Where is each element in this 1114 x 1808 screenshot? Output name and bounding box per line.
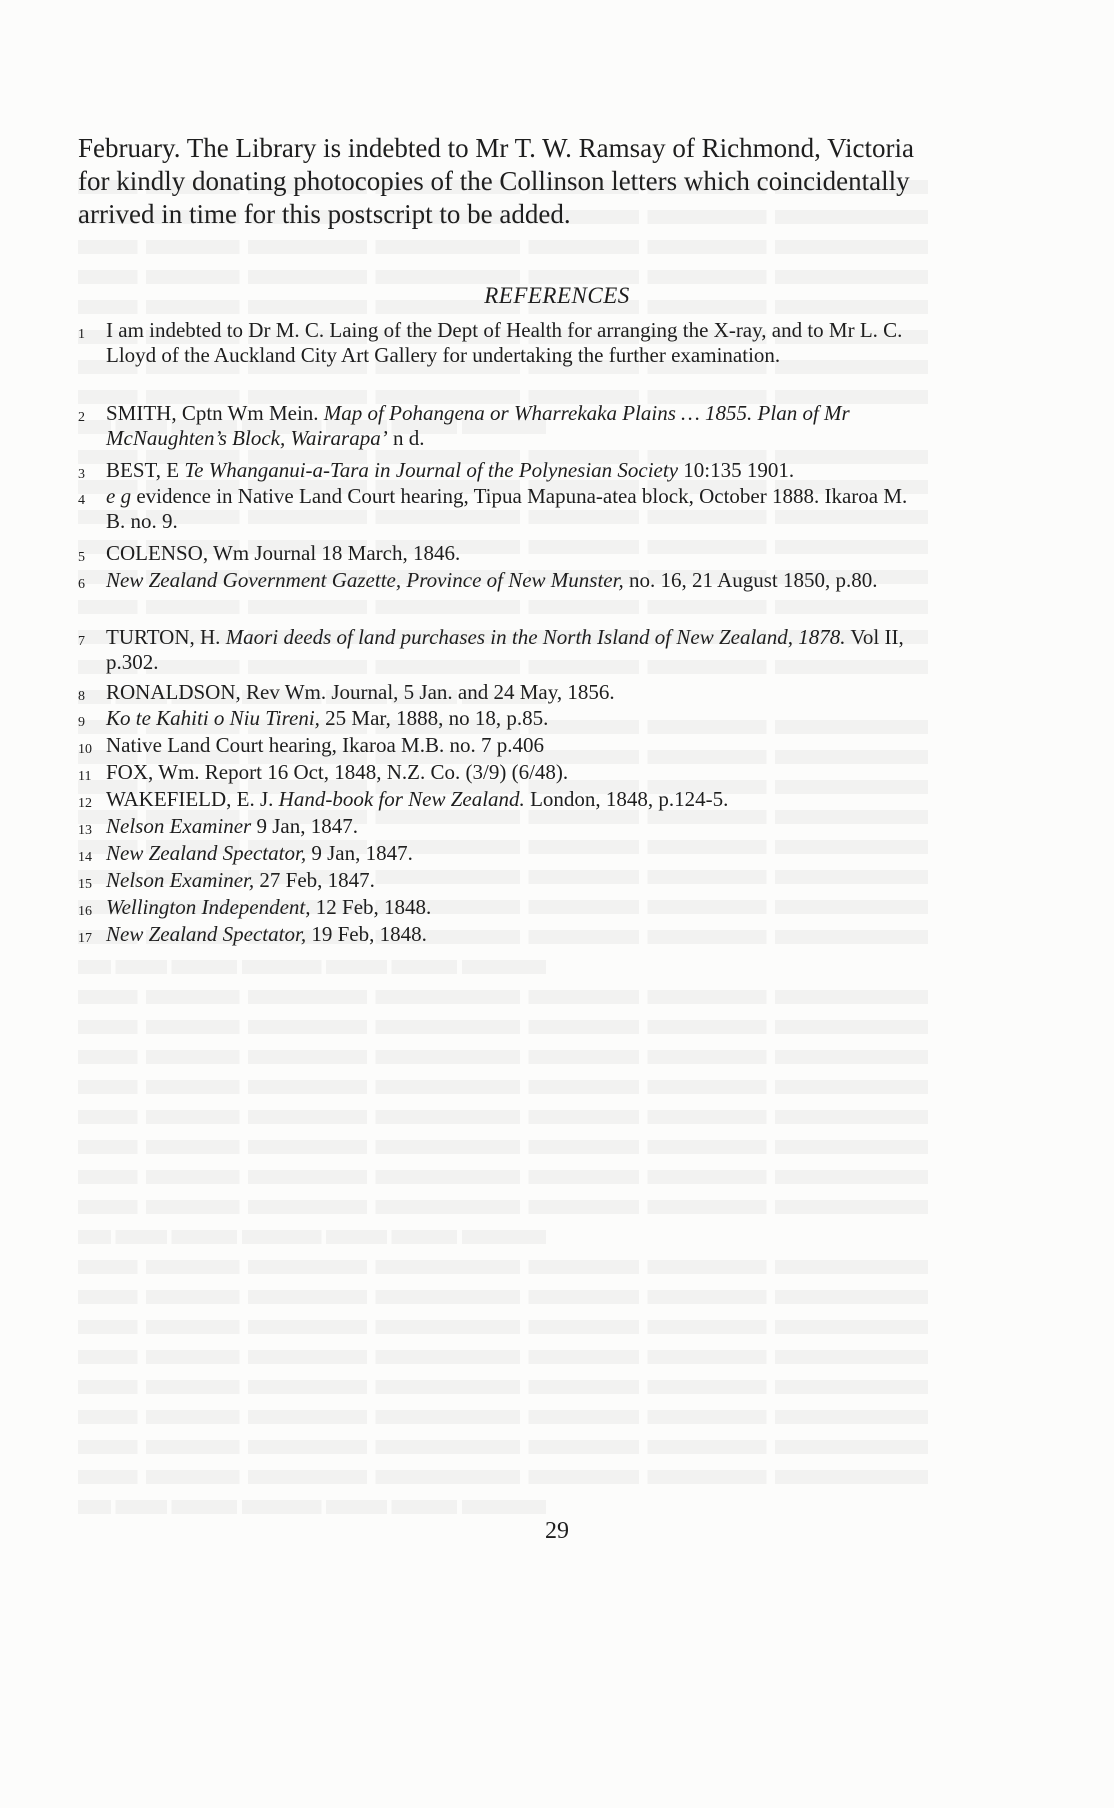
reference-segment: WAKEFIELD, E. J. <box>106 787 279 811</box>
reference-number: 13 <box>78 823 92 838</box>
show-through-line <box>78 1290 928 1304</box>
show-through-line <box>78 960 546 974</box>
show-through-line <box>78 1500 546 1514</box>
reference-segment: SMITH, Cptn Wm Mein. <box>106 401 324 425</box>
show-through-line <box>78 1350 928 1364</box>
show-through-line <box>78 600 928 614</box>
reference-number: 17 <box>78 931 92 946</box>
reference-item <box>78 760 918 785</box>
reference-text <box>106 625 918 675</box>
reference-item <box>78 680 918 705</box>
reference-segment: 27 Feb, 1847. <box>254 868 375 892</box>
reference-segment: 9 Jan, 1847. <box>251 814 358 838</box>
reference-segment: 19 Feb, 1848. <box>306 922 427 946</box>
reference-segment: BEST, E <box>106 458 185 482</box>
show-through-line <box>78 1410 928 1424</box>
reference-number: 9 <box>78 715 85 730</box>
reference-segment: London, 1848, p.124-5. <box>524 787 729 811</box>
reference-segment: 25 Mar, 1888, no 18, p.85. <box>319 706 549 730</box>
reference-number: 1 <box>78 327 85 342</box>
reference-text <box>106 458 918 483</box>
reference-text <box>106 680 918 705</box>
reference-number: 2 <box>78 410 85 425</box>
reference-text <box>106 922 918 947</box>
reference-item <box>78 814 918 839</box>
reference-item <box>78 895 918 920</box>
reference-title-italic: e g <box>106 484 132 508</box>
reference-text <box>106 760 918 785</box>
reference-segment: COLENSO, Wm Journal 18 March, 1846. <box>106 541 461 565</box>
reference-title-italic: Nelson Examiner, <box>106 868 255 892</box>
reference-number: 12 <box>78 796 92 811</box>
show-through-line <box>78 1440 928 1454</box>
show-through-line <box>78 240 928 254</box>
reference-number: 8 <box>78 689 85 704</box>
references-heading: REFERENCES <box>484 283 630 308</box>
reference-item <box>78 484 918 534</box>
show-through-line <box>78 1320 928 1334</box>
reference-segment: FOX, Wm. Report 16 Oct, 1848, N.Z. Co. (3/9) (6/48). <box>106 760 569 784</box>
reference-number: 3 <box>78 467 85 482</box>
reference-item <box>78 841 918 866</box>
show-through-line <box>78 1260 928 1274</box>
show-through-line <box>78 990 928 1004</box>
reference-text <box>106 841 918 866</box>
reference-title-italic: New Zealand Spectator, <box>106 841 307 865</box>
reference-text <box>106 318 918 368</box>
reference-number: 7 <box>78 634 85 649</box>
reference-number: 16 <box>78 904 92 919</box>
reference-item <box>78 568 918 593</box>
reference-number: 6 <box>78 577 85 592</box>
show-through-line <box>78 1050 928 1064</box>
reference-title-italic: New Zealand Spectator, <box>106 922 307 946</box>
reference-text <box>106 814 918 839</box>
reference-segment: n d. <box>387 426 425 450</box>
reference-segment: I am indebted to Dr M. C. Laing of the Dept of Health for arranging the X-ray, and to Mr L. C. Lloyd of the Auckland City Art Gallery for undertaking the further examination. <box>106 318 903 367</box>
reference-text <box>106 568 918 593</box>
page-number: 29 <box>545 1518 569 1544</box>
reference-item <box>78 318 918 368</box>
reference-segment: 10:135 1901. <box>678 458 795 482</box>
show-through-line <box>78 1020 928 1034</box>
reference-number: 10 <box>78 742 92 757</box>
show-through-line <box>78 270 928 284</box>
reference-number: 5 <box>78 550 85 565</box>
reference-item <box>78 787 918 812</box>
reference-text <box>106 868 918 893</box>
show-through-line <box>78 1470 928 1484</box>
reference-item <box>78 733 918 758</box>
show-through-line <box>78 1200 928 1214</box>
reference-text <box>106 484 918 534</box>
reference-title-italic: Wellington Independent, <box>106 895 311 919</box>
show-through-line <box>78 1080 928 1094</box>
reference-item <box>78 401 918 451</box>
reference-number: 14 <box>78 850 92 865</box>
show-through-line <box>78 1170 928 1184</box>
reference-segment: 9 Jan, 1847. <box>306 841 413 865</box>
reference-text <box>106 733 918 758</box>
reference-number: 4 <box>78 493 85 508</box>
reference-title-italic: Maori deeds of land purchases in the North Island of New Zealand, 1878. <box>225 625 846 649</box>
reference-text <box>106 541 918 566</box>
reference-item <box>78 706 918 731</box>
reference-segment: Vol II, p.302. <box>106 625 904 674</box>
reference-title-italic: Nelson Examiner <box>106 814 252 838</box>
reference-title-italic: New Zealand Government Gazette, Province of New Munster, <box>106 568 624 592</box>
show-through-line <box>78 1380 928 1394</box>
reference-item <box>78 922 918 947</box>
reference-segment: 12 Feb, 1848. <box>310 895 432 919</box>
reference-text <box>106 787 918 812</box>
reference-item <box>78 625 918 675</box>
reference-title-italic: Te Whanganui-a-Tara in Journal of the Polynesian Society <box>184 458 679 482</box>
show-through-line <box>78 1140 928 1154</box>
reference-segment: Native Land Court hearing, Ikaroa M.B. no. 7 p.406 <box>106 733 544 757</box>
reference-number: 15 <box>78 877 92 892</box>
reference-segment: RONALDSON, Rev Wm. Journal, 5 Jan. and 24 May, 1856. <box>106 680 615 704</box>
reference-number: 11 <box>78 769 92 784</box>
show-through-line <box>78 1110 928 1124</box>
reference-title-italic: Map of Pohangena or Wharrekaka Plains … 1855. Plan of Mr McNaughten’s Block, Wairarapa’ <box>106 401 850 450</box>
reference-item <box>78 868 918 893</box>
show-through-line <box>78 1230 546 1244</box>
reference-item <box>78 541 918 566</box>
reference-text <box>106 401 918 451</box>
reference-segment: evidence in Native Land Court hearing, Tipua Mapuna-atea block, October 1888. Ikaroa M. B. no. 9. <box>106 484 908 533</box>
intro-paragraph: February. The Library is indebted to Mr T. W. Ramsay of Richmond, Victoria for kindly donating photocopies of the Collinson letters which coincidentally arrived in time for this postscript to be added. <box>78 133 914 229</box>
reference-segment: TURTON, H. <box>106 625 226 649</box>
reference-title-italic: Hand-book for New Zealand. <box>278 787 525 811</box>
reference-segment: no. 16, 21 August 1850, p.80. <box>623 568 878 592</box>
reference-item <box>78 458 918 483</box>
reference-text <box>106 706 918 731</box>
reference-title-italic: Ko te Kahiti o Niu Tireni, <box>106 706 320 730</box>
reference-text <box>106 895 918 920</box>
